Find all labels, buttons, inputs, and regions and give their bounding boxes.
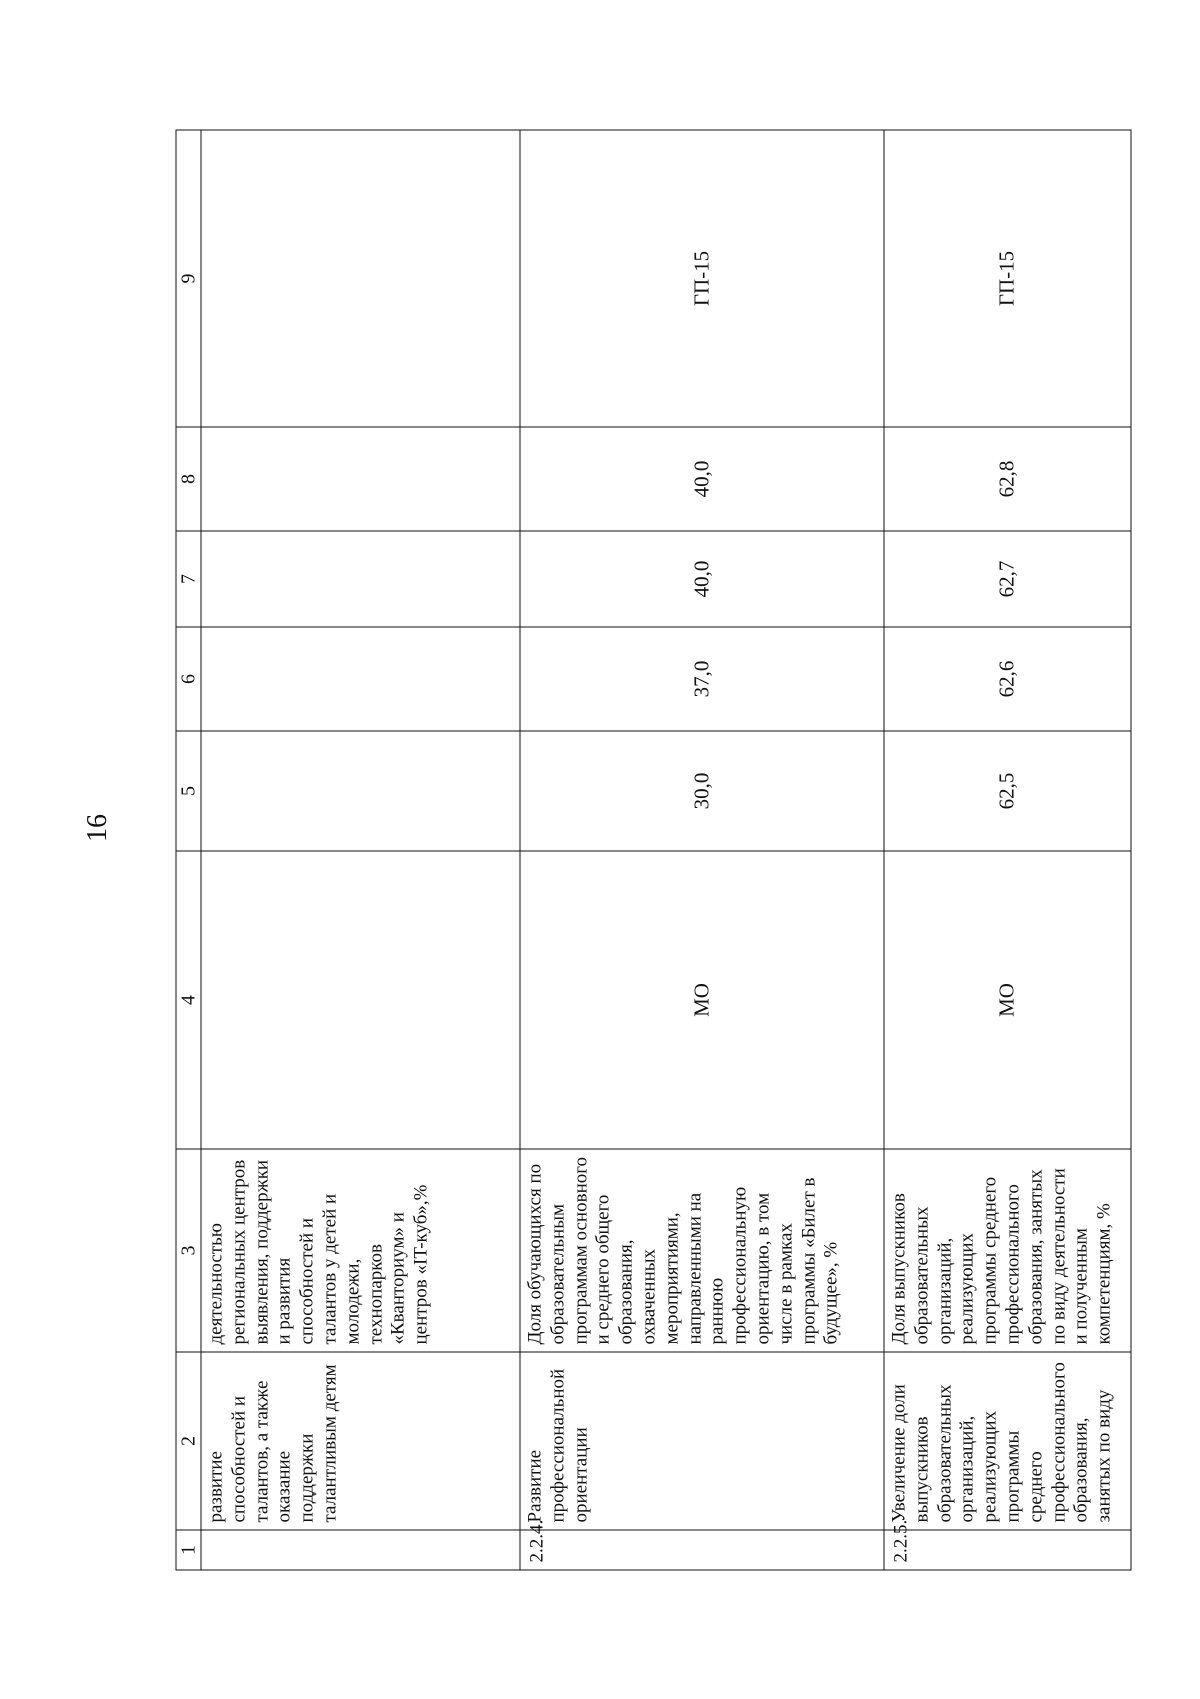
task-cell: Увеличение доли выпускников образовательных организаций, реализующих программы среднего профессионального образования, занятых по виду (884, 1352, 1131, 1530)
column-header-2: 2 (176, 1352, 201, 1530)
unit-cell: МО (520, 851, 884, 1149)
source-cell: ГП-15 (884, 130, 1131, 427)
value-cell-7: 40,0 (520, 531, 884, 627)
value-cell-6: 62,6 (884, 627, 1131, 731)
indicator-cell: Доля выпускников образовательных организаций, реализующих программы среднего профессионального образования, занятых по виду деятельности и полученным компетенциям, % (884, 1149, 1131, 1352)
value-cell-7 (201, 531, 520, 627)
unit-cell (201, 851, 520, 1149)
task-cell: Развитие профессиональной ориентации (520, 1352, 884, 1530)
indicator-cell: Доля обучающихся по образовательным программам основного и среднего общего образования, охваченных мероприятиями, направленными на раннюю профессиональную ориентацию, в том числе в рамках программы «Билет в будущее», % (520, 1149, 884, 1352)
column-header-5: 5 (176, 731, 201, 851)
value-cell-5: 62,5 (884, 731, 1131, 851)
row-number-cell: 2.2.4. (520, 1530, 884, 1570)
task-cell: развитие способностей и талантов, а также оказание поддержки талантливым детям (201, 1352, 520, 1530)
column-header-8: 8 (176, 427, 201, 531)
column-header-7: 7 (176, 531, 201, 627)
page-number: 16 (82, 814, 113, 842)
value-cell-5: 30,0 (520, 731, 884, 851)
column-number-row (176, 130, 201, 1570)
value-cell-5 (201, 731, 520, 851)
column-header-1: 1 (176, 1530, 201, 1570)
source-cell (201, 130, 520, 427)
table-row (201, 130, 520, 1570)
column-header-4: 4 (176, 851, 201, 1149)
unit-cell: МО (884, 851, 1131, 1149)
column-header-6: 6 (176, 627, 201, 731)
source-cell: ГП-15 (520, 130, 884, 427)
indicators-table (175, 129, 1131, 1570)
value-cell-6: 37,0 (520, 627, 884, 731)
rotated-table-wrapper (175, 130, 1120, 1570)
column-header-3: 3 (176, 1149, 201, 1352)
value-cell-6 (201, 627, 520, 731)
row-number-cell (201, 1530, 520, 1570)
table-row (884, 130, 1131, 1570)
value-cell-8: 62,8 (884, 427, 1131, 531)
row-number-cell: 2.2.5. (884, 1530, 1131, 1570)
value-cell-8 (201, 427, 520, 531)
column-header-9: 9 (176, 130, 201, 427)
table-row (520, 130, 884, 1570)
value-cell-7: 62,7 (884, 531, 1131, 627)
value-cell-8: 40,0 (520, 427, 884, 531)
indicator-cell: деятельностью региональных центров выявления, поддержки и развития способностей и талантов у детей и молодежи, технопарков «Кванториум» и центров «IT-куб»,% (201, 1149, 520, 1352)
